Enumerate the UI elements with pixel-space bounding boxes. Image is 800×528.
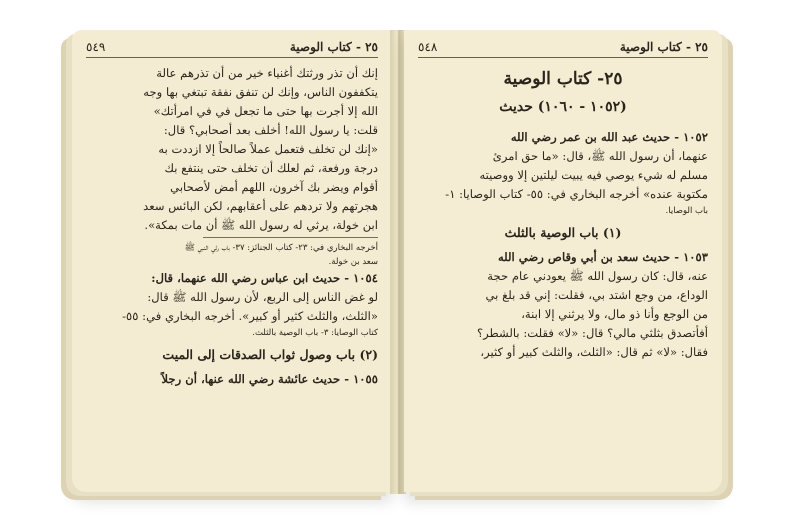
left-page xyxy=(72,30,392,492)
chapter-hadith-range: (١٠٥٢ - ١٠٦٠) حديث xyxy=(499,99,627,115)
right-page-header xyxy=(418,40,708,58)
hadith-1054-line-3: «الثلث، والثلث كثير أو كبير». أخرجه البخاري في: ٥٥- xyxy=(122,309,378,323)
hadith-1053-line-1: ١٠٥٣ - حديث سعد بن أبي وقاص رضي الله xyxy=(497,250,708,264)
left-reference-2: كتاب الوصايا: ٣- باب الوصية بالثلث. xyxy=(252,328,378,338)
left-line-8: هجرتهم ولا تردهم على أعقابهم، لكن البائس سعد xyxy=(143,199,378,213)
chapter-title: ٢٥- كتاب الوصية xyxy=(503,69,623,89)
hadith-1053-line-3: الوداع، من وجع اشتد بي، فقلت: إني قد بلغ بي xyxy=(485,288,708,302)
left-page-header xyxy=(86,40,378,58)
hadith-1054-line-1: ١٠٥٤ - حديث ابن عباس رضي الله عنهما، قال: xyxy=(151,271,378,285)
hadith-1054-line-2: لو غض الناس إلى الربع، لأن رسول الله ﷺ قال: xyxy=(147,290,378,304)
left-page-number: ٥٤٩ xyxy=(86,40,106,54)
hadith-1052-line-3: مسلم له شيء يوصي فيه يبيت ليلتين إلا ووصيته xyxy=(479,168,708,182)
section-heading-2: (٢) باب وصول ثواب الصدقات إلى الميت xyxy=(162,347,378,362)
right-page xyxy=(404,30,722,492)
hadith-1053-line-2: عنه، قال: كان رسول الله ﷺ يعودني عام حجة xyxy=(487,269,708,283)
right-page-number: ٥٤٨ xyxy=(418,40,438,54)
left-line-3: الله إلا أجرت بها حتى ما تجعل في في امرأتك» xyxy=(153,104,378,118)
left-reference-1b: سعد بن خولة. xyxy=(328,257,378,267)
left-reference-1: أخرجه البخاري في: ٢٣- كتاب الجنائز: ٣٧- باب رثي النبي ﷺ xyxy=(184,243,378,253)
section-heading-1: (١) باب الوصية بالثلث xyxy=(504,225,622,240)
left-line-5: «إنك لن تخلف فتعمل عملاً صالحاً إلا ازددت به xyxy=(158,142,378,156)
left-line-2: يتكففون الناس، وإنك لن تنفق نفقة تبتغي بها وجه xyxy=(143,85,378,99)
left-line-9: ابن خولة، يرثي له رسول الله ﷺ أن مات بمكة». xyxy=(144,218,378,232)
hadith-1052-line-2: عنهما، أن رسول الله ﷺ، قال: «ما حق امرئ xyxy=(492,149,708,163)
hadith-1053-line-5: أفأتصدق بثلثي مالي؟ قال: «لا» فقلت: بالشطر؟ xyxy=(476,326,708,340)
hadith-1052-line-1: ١٠٥٢ - حديث عبد الله بن عمر رضي الله xyxy=(510,130,708,144)
hadith-1052-line-4: مكتوبة عنده» أخرجه البخاري في: ٥٥- كتاب الوصايا: ١- xyxy=(445,187,708,201)
left-line-6: درجة ورفعة، ثم لعلك أن تخلف حتى ينتفع بك xyxy=(164,161,378,175)
hadith-1055-line-1: ١٠٥٥ - حديث عائشة رضي الله عنها، أن رجلاً xyxy=(161,372,378,386)
left-header-title: ٢٥ - كتاب الوصية xyxy=(289,40,378,54)
left-line-4: قلت: يا رسول الله! أخلف بعد أصحابي؟ قال: xyxy=(163,123,378,137)
hadith-1053-line-4: من الوجع وأنا ذو مال، ولا يرثني إلا ابنة، xyxy=(521,307,708,321)
right-reference-1: باب الوصايا. xyxy=(665,206,708,216)
footnote-divider xyxy=(203,237,378,238)
left-line-7: أقوام ويضر بك آخرون، اللهم أمض لأصحابي xyxy=(170,180,378,194)
right-header-title: ٢٥ - كتاب الوصية xyxy=(619,40,708,54)
left-line-1: إنك أن تذر ورثتك أغنياء خير من أن تذرهم عالة xyxy=(156,66,378,80)
hadith-1053-line-6: فقال: «لا» ثم قال: «الثلث، والثلث كبير أو كثير، xyxy=(480,345,708,359)
